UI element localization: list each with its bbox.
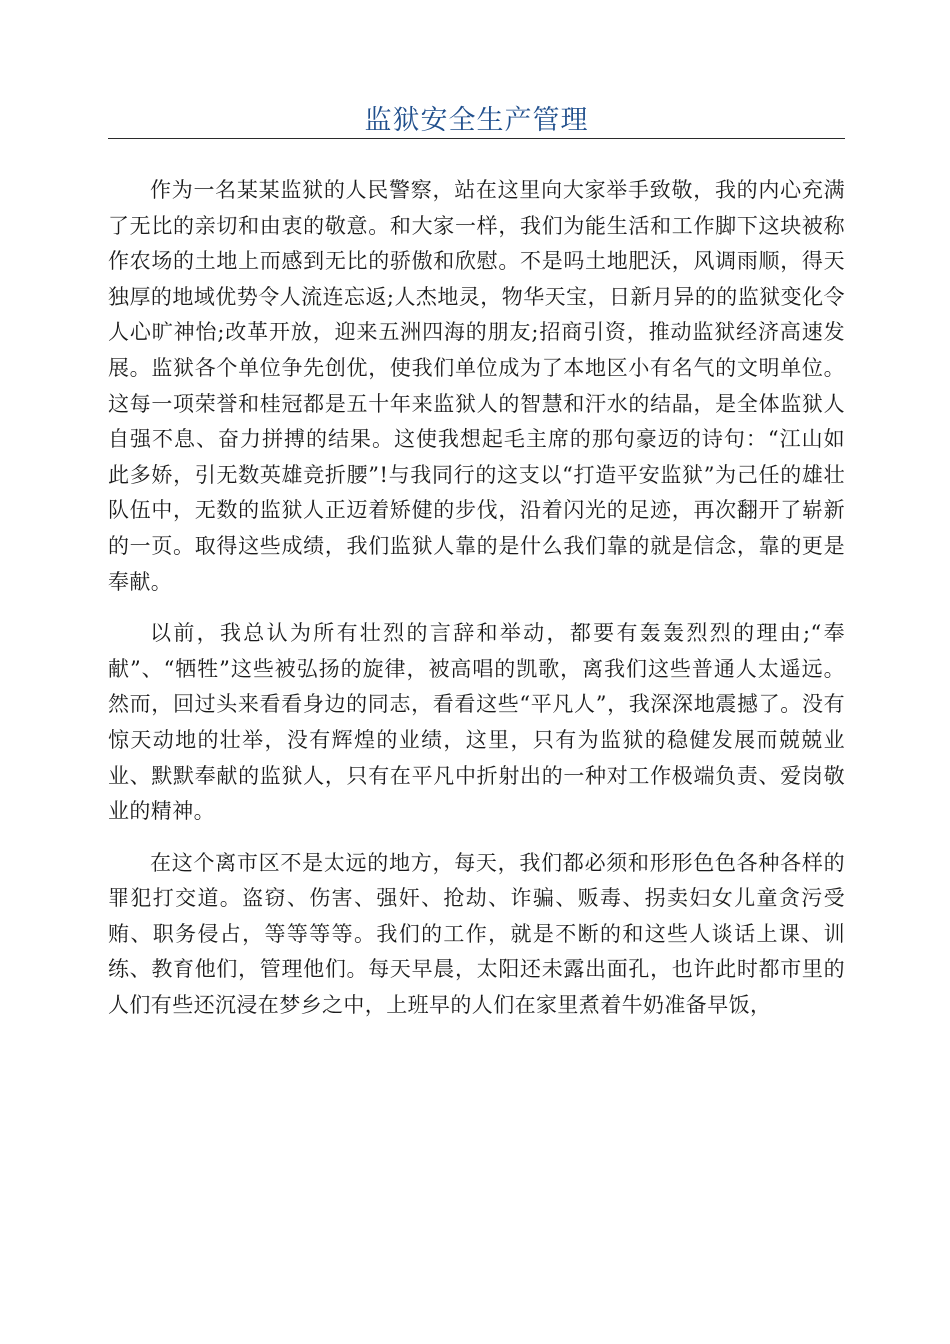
paragraph-3: 在这个离市区不是太远的地方，每天，我们都必须和形形色色各种各样的罪犯打交道。盗窃、伤害、强奸、抢劫、诈骗、贩毒、拐卖妇女儿童贪污受贿、职务侵占，等等等等。我们的工作，就是不断的和这些人谈话上课、训练、教育他们，管理他们。每天早晨，太阳还未露出面孔，也许此时都市里的人们有些还沉浸在梦乡之中，上班早的人们在家里煮着牛奶准备早饭， [108,850,845,1018]
document-title: 监狱安全生产管理 [364,105,589,136]
document-body [108,173,845,1040]
paragraph-2: 以前，我总认为所有壮烈的言辞和举动，都要有轰轰烈烈的理由;“奉献”、“牺牲”这些被弘扬的旋律，被高唱的凯歌，离我们这些普通人太遥远。然而，回过头来看看身边的同志，看看这些“平凡人”，我深深地震撼了。没有惊天动地的壮举，没有辉煌的业绩，这里，只有为监狱的稳健发展而兢兢业业、默默奉献的监狱人，只有在平凡中折射出的一种对工作极端负责、爱岗敬业的精神。 [108,621,845,824]
paragraph-1: 作为一名某某监狱的人民警察，站在这里向大家举手致敬，我的内心充满了无比的亲切和由衷的敬意。和大家一样，我们为能生活和工作脚下这块被称作农场的土地上而感到无比的骄傲和欣慰。不是吗土地肥沃，风调雨顺，得天独厚的地域优势令人流连忘返;人杰地灵，物华天宝，日新月异的的监狱变化令人心旷神怡;改革开放，迎来五洲四海的朋友;招商引资，推动监狱经济高速发展。监狱各个单位争先创优，使我们单位成为了本地区小有名气的文明单位。这每一项荣誉和桂冠都是五十年来监狱人的智慧和汗水的结晶，是全体监狱人自强不息、奋力拼搏的结果。这使我想起毛主席的那句豪迈的诗句：“江山如此多娇，引无数英雄竞折腰”!与我同行的这支以“打造平安监狱”为己任的雄壮队伍中，无数的监狱人正迈着矫健的步伐，沿着闪光的足迹，再次翻开了崭新的一页。取得这些成绩，我们监狱人靠的是什么我们靠的就是信念，靠的更是奉献。 [108,178,845,594]
title-underline [108,138,845,139]
